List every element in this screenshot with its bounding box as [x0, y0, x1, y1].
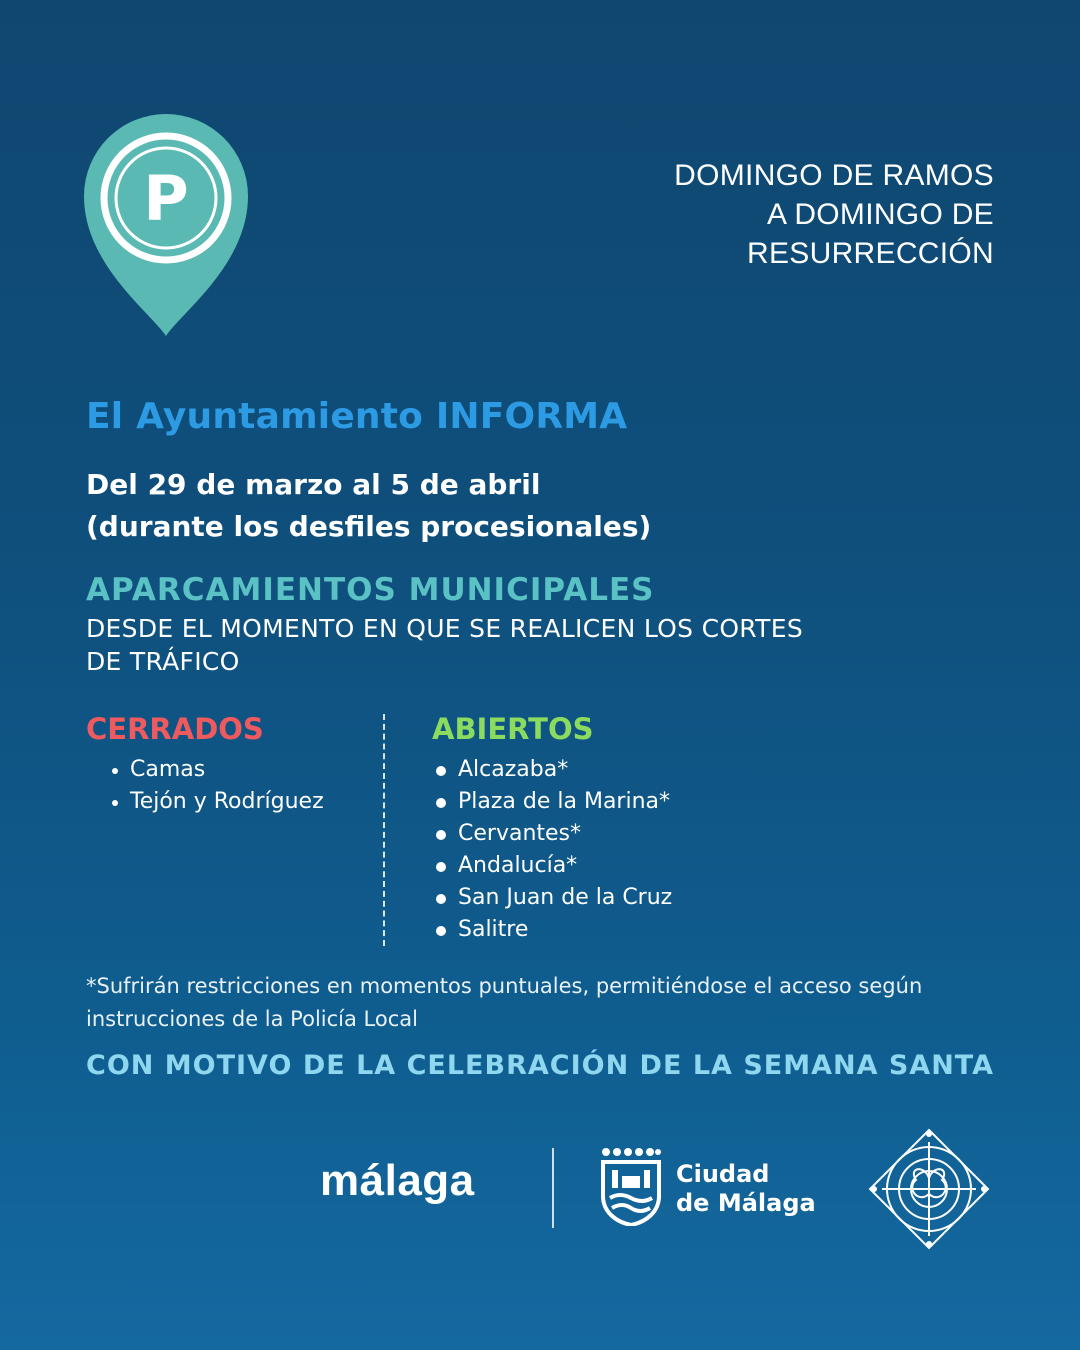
headline: El Ayuntamiento INFORMA	[86, 396, 628, 437]
cofradias-seal-icon	[868, 1128, 990, 1250]
list-item: Plaza de la Marina*	[434, 786, 672, 818]
open-list	[434, 754, 672, 946]
period-line: (durante los desfiles procesionales)	[86, 510, 652, 543]
column-divider	[383, 714, 385, 946]
date-range-line: RESURRECCIÓN	[747, 237, 994, 270]
list-item: Tejón y Rodríguez	[106, 786, 324, 818]
list-item: Andalucía*	[434, 850, 672, 882]
footnote	[86, 970, 1006, 1036]
list-item: Alcazaba*	[434, 754, 672, 786]
malaga-logo: málaga	[320, 1156, 475, 1205]
logo-divider	[552, 1148, 554, 1228]
city-shield-icon	[600, 1146, 662, 1226]
closed-heading: CERRADOS	[86, 712, 264, 746]
motive: CON MOTIVO DE LA CELEBRACIÓN DE LA SEMANA SANTA	[86, 1050, 995, 1081]
footnote-line: *Sufrirán restricciones en momentos puntuales, permitiéndose el acceso según	[86, 974, 923, 998]
period-line: Del 29 de marzo al 5 de abril	[86, 468, 541, 501]
city-name-line: Ciudad	[676, 1160, 770, 1188]
date-range-line: DOMINGO DE RAMOS	[674, 159, 994, 192]
parking-subtitle-line: DESDE EL MOMENTO EN QUE SE REALICEN LOS CORTES	[86, 614, 803, 643]
city-name-line: de Málaga	[676, 1189, 816, 1217]
list-item: Camas	[106, 754, 324, 786]
period	[86, 464, 651, 548]
parking-subtitle	[86, 612, 803, 678]
date-range-line: A DOMINGO DE	[767, 198, 994, 231]
closed-list	[106, 754, 324, 818]
parking-pin-icon	[84, 114, 248, 338]
open-heading: ABIERTOS	[432, 712, 594, 746]
parking-subtitle-line: DE TRÁFICO	[86, 647, 240, 676]
footnote-line: instrucciones de la Policía Local	[86, 1007, 418, 1031]
city-name	[676, 1160, 816, 1218]
list-item: Cervantes*	[434, 818, 672, 850]
list-item: San Juan de la Cruz	[434, 882, 672, 914]
parking-heading: APARCAMIENTOS MUNICIPALES	[86, 572, 655, 608]
list-item: Salitre	[434, 914, 672, 946]
pin-letter: P	[143, 162, 189, 235]
date-range	[574, 156, 994, 273]
